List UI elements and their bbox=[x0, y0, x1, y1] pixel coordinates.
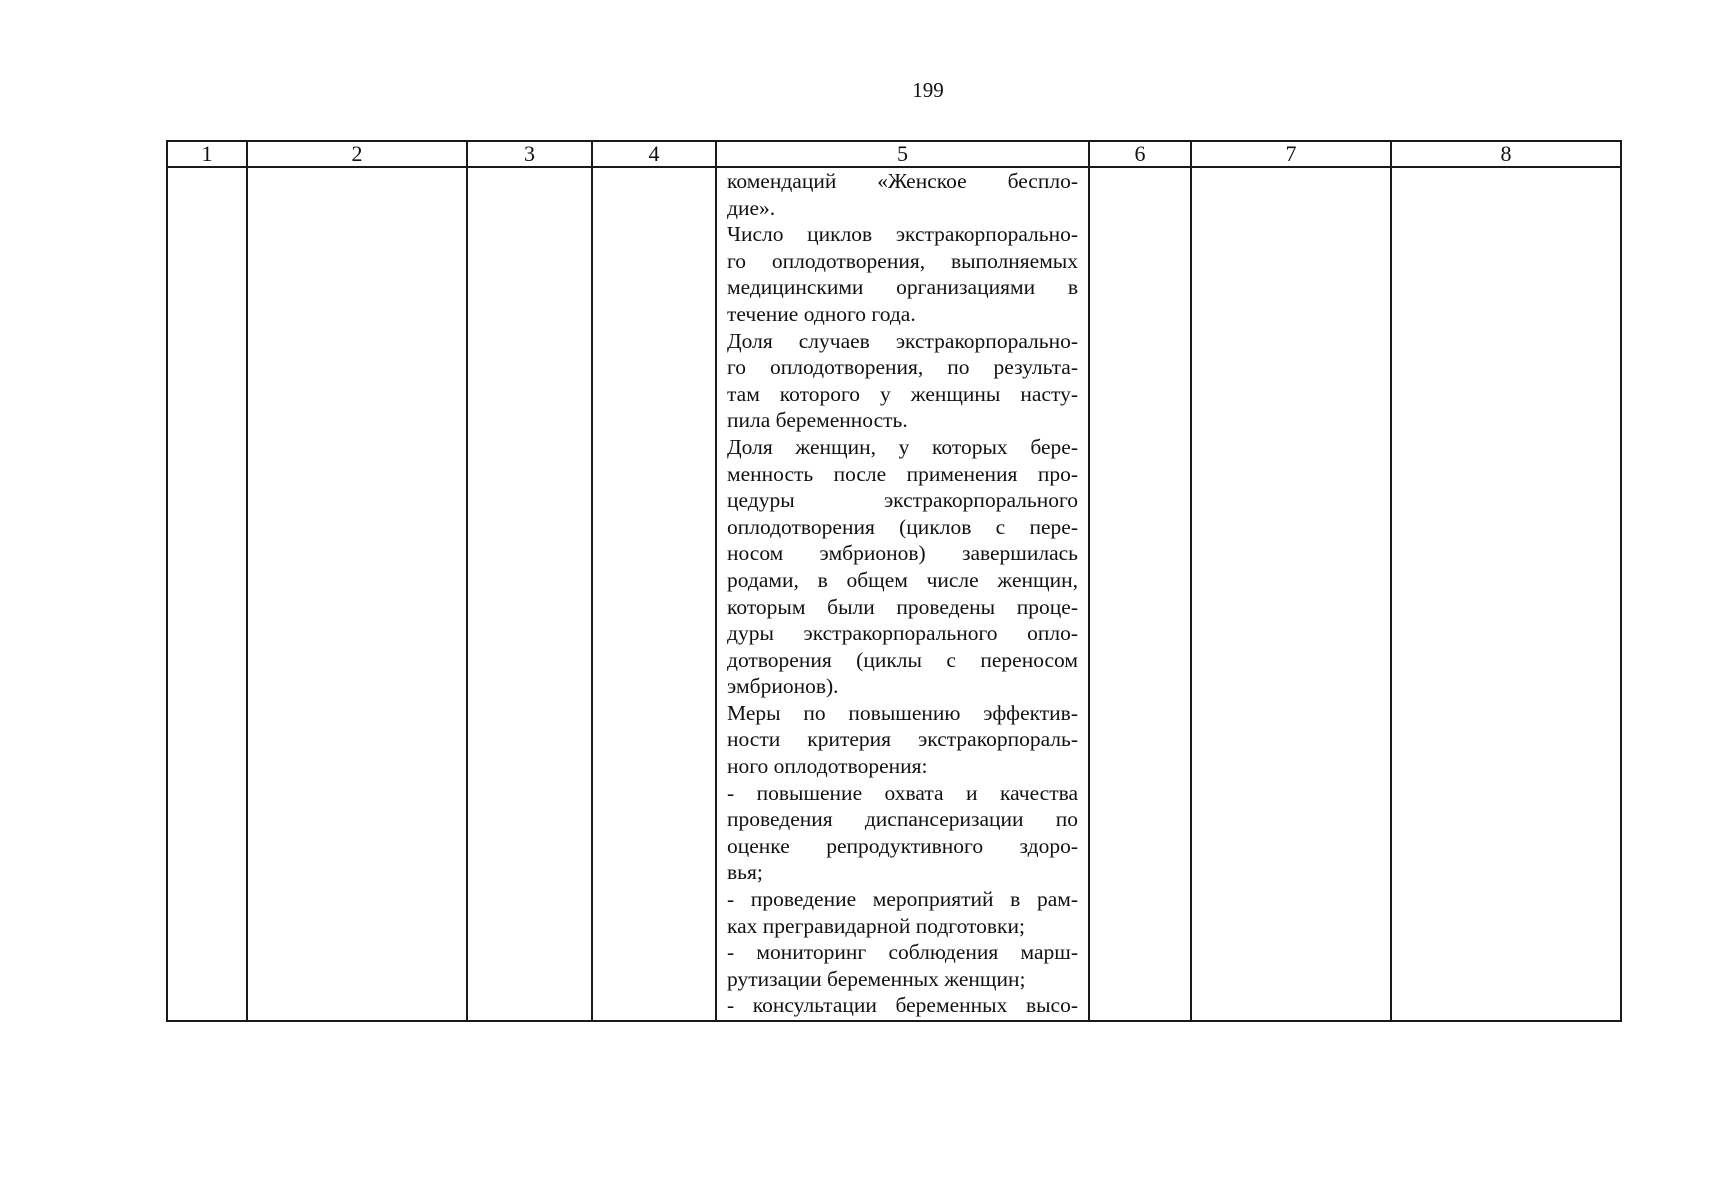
column-header-4: 4 bbox=[592, 141, 716, 167]
text-line: го оплодотворения, по результа- bbox=[727, 355, 1078, 380]
document-table bbox=[166, 140, 1622, 1022]
paragraph bbox=[727, 939, 1078, 992]
text-line: рутизации беременных женщин; bbox=[727, 966, 1026, 991]
text-line: го оплодотворения, выполняемых bbox=[727, 248, 1078, 273]
text-line: - проведение мероприятий в рам- bbox=[727, 887, 1078, 912]
paragraph bbox=[727, 434, 1078, 700]
text-line: вья; bbox=[727, 860, 763, 885]
paragraph bbox=[727, 992, 1078, 1019]
table-row bbox=[167, 167, 1621, 1021]
text-line: Меры по повышению эффектив- bbox=[727, 700, 1078, 725]
cell-col-6 bbox=[1089, 167, 1191, 1021]
text-line: - мониторинг соблюдения марш- bbox=[727, 940, 1078, 965]
text-line: ках прегравидарной подготовки; bbox=[727, 913, 1025, 938]
text-line: ного оплодотворения: bbox=[727, 754, 928, 779]
text-line: Доля случаев экстракорпорально- bbox=[727, 328, 1078, 353]
column-header-6: 6 bbox=[1089, 141, 1191, 167]
text-line: ности критерия экстракорпораль- bbox=[727, 727, 1078, 752]
text-line: - повышение охвата и качества bbox=[727, 780, 1078, 805]
paragraph bbox=[727, 328, 1078, 434]
text-line: там которого у женщины насту- bbox=[727, 381, 1078, 406]
text-line: дие». bbox=[727, 195, 776, 220]
cell-col-2 bbox=[247, 167, 467, 1021]
cell-col-5-text bbox=[716, 167, 1089, 1021]
text-line: менность после применения про- bbox=[727, 461, 1078, 486]
text-line: комендаций «Женское беспло- bbox=[727, 169, 1078, 193]
text-line: дотворения (циклы с переносом bbox=[727, 647, 1078, 672]
text-line: которым были проведены проце- bbox=[727, 594, 1078, 619]
column-header-1: 1 bbox=[167, 141, 247, 167]
text-line: проведения диспансеризации по bbox=[727, 807, 1078, 832]
paragraph bbox=[727, 700, 1078, 780]
text-line: родами, в общем числе женщин, bbox=[727, 567, 1078, 592]
text-line: - консультации беременных высо- bbox=[727, 993, 1078, 1018]
text-line: Доля женщин, у которых бере- bbox=[727, 434, 1078, 459]
column-header-8: 8 bbox=[1391, 141, 1621, 167]
column-header-3: 3 bbox=[467, 141, 592, 167]
cell-col-8 bbox=[1391, 167, 1621, 1021]
page-number: 199 bbox=[912, 78, 944, 102]
text-line: цедуры экстракорпорального bbox=[727, 488, 1078, 513]
column-header-7: 7 bbox=[1191, 141, 1391, 167]
paragraph bbox=[727, 886, 1078, 939]
header-row bbox=[167, 141, 1621, 167]
paragraph bbox=[727, 221, 1078, 327]
paragraph bbox=[727, 168, 1078, 221]
text-line: Число циклов экстракорпорально- bbox=[727, 222, 1078, 247]
cell-col-1 bbox=[167, 167, 247, 1021]
text-line: эмбрионов). bbox=[727, 674, 839, 699]
cell-col-7 bbox=[1191, 167, 1391, 1021]
column-header-5: 5 bbox=[716, 141, 1089, 167]
text-line: оплодотворения (циклов с пере- bbox=[727, 514, 1078, 539]
text-line: оценке репродуктивного здоро- bbox=[727, 833, 1078, 858]
text-line: медицинскими организациями в bbox=[727, 275, 1078, 300]
text-line: дуры экстракорпорального опло- bbox=[727, 621, 1078, 646]
cell-col-3 bbox=[467, 167, 592, 1021]
cell-col-4 bbox=[592, 167, 716, 1021]
text-line: течение одного года. bbox=[727, 301, 916, 326]
text-line: пила беременность. bbox=[727, 408, 908, 433]
text-line: носом эмбрионов) завершилась bbox=[727, 541, 1078, 566]
column-header-2: 2 bbox=[247, 141, 467, 167]
paragraph bbox=[727, 780, 1078, 886]
